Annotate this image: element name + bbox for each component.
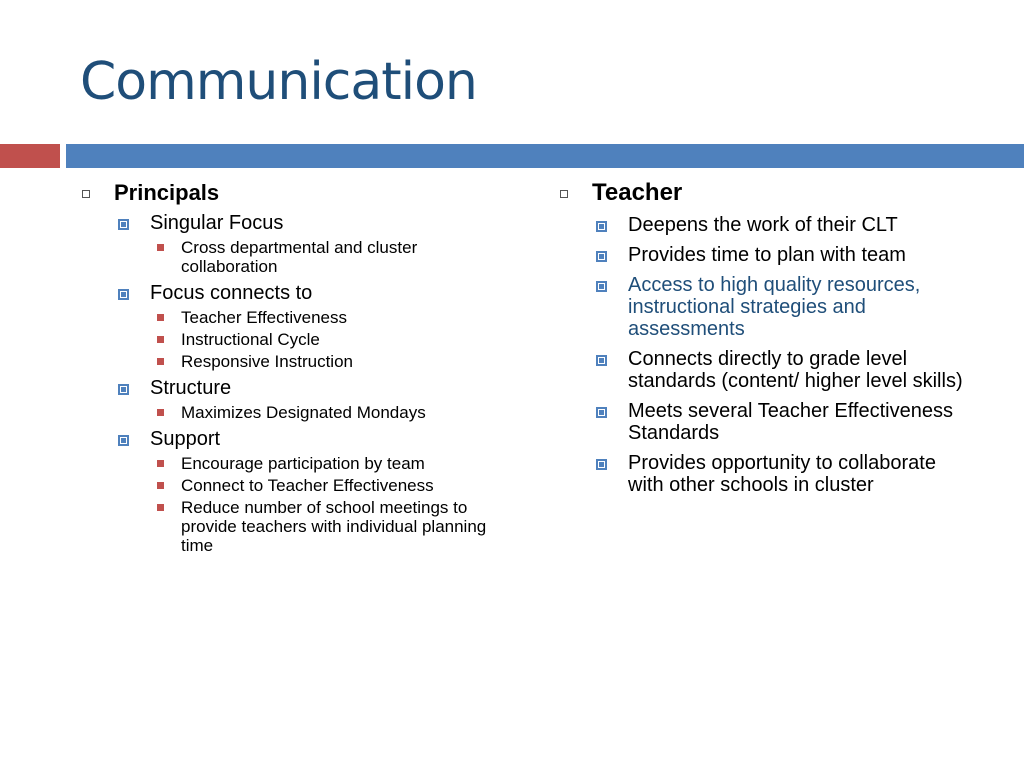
accent-bar-red (0, 144, 60, 168)
list-item (150, 403, 508, 422)
hollow-square-bullet-icon (560, 190, 568, 198)
list-item (150, 454, 508, 473)
principals-bullet (78, 180, 508, 555)
square-bullet-icon (596, 355, 607, 366)
list-item (150, 330, 508, 349)
square-bullet-icon (118, 384, 129, 395)
list-item (150, 498, 508, 555)
list-item (114, 212, 508, 276)
square-bullet-icon (118, 435, 129, 446)
red-square-bullet-icon (157, 314, 164, 321)
right-column (556, 180, 976, 496)
subheading-label: Focus connects to (150, 282, 313, 304)
square-bullet-icon (596, 281, 607, 292)
red-square-bullet-icon (157, 336, 164, 343)
square-bullet-icon (596, 221, 607, 232)
list-item (592, 452, 976, 496)
item-label: Connects directly to grade level standards (content/ higher level skills) (628, 348, 963, 392)
subheading-label: Singular Focus (150, 212, 284, 234)
subheading-label: Structure (150, 377, 232, 399)
red-square-bullet-icon (157, 244, 164, 251)
list-item (150, 476, 508, 495)
square-bullet-icon (596, 251, 607, 262)
slide-title: Communication (80, 52, 477, 112)
red-square-bullet-icon (157, 482, 164, 489)
item-label: Deepens the work of their CLT (628, 214, 898, 236)
square-bullet-icon (596, 407, 607, 418)
item-label: Provides time to plan with team (628, 244, 906, 266)
hollow-square-bullet-icon (82, 190, 90, 198)
list-item (592, 214, 976, 236)
red-square-bullet-icon (157, 460, 164, 467)
list-item (150, 352, 508, 371)
square-bullet-icon (118, 219, 129, 230)
item-label: Provides opportunity to collaborate with other schools in cluster (628, 452, 936, 496)
subitem-label: Responsive Instruction (181, 352, 353, 371)
accent-bar-blue (66, 144, 1024, 168)
red-square-bullet-icon (157, 409, 164, 416)
list-item (114, 282, 508, 371)
list-item (592, 244, 976, 266)
item-label-highlighted: Access to high quality resources, instructional strategies and assessments (628, 274, 921, 340)
subheading-label: Support (150, 428, 221, 450)
list-item (592, 400, 976, 444)
left-column (78, 180, 508, 561)
list-item (150, 238, 508, 276)
subitem-label: Encourage participation by team (181, 454, 425, 473)
subitem-label: Reduce number of school meetings to provide teachers with individual planning time (181, 498, 487, 555)
item-label: Meets several Teacher Effectiveness Standards (628, 400, 953, 444)
subitem-label: Maximizes Designated Mondays (181, 403, 426, 422)
principals-heading: Principals (114, 180, 220, 205)
subitem-label: Teacher Effectiveness (181, 308, 347, 327)
subitem-label: Connect to Teacher Effectiveness (181, 476, 434, 495)
list-item (150, 308, 508, 327)
teacher-bullet (556, 180, 976, 496)
red-square-bullet-icon (157, 358, 164, 365)
list-item (592, 348, 976, 392)
red-square-bullet-icon (157, 504, 164, 511)
subitem-label: Instructional Cycle (181, 330, 320, 349)
square-bullet-icon (596, 459, 607, 470)
square-bullet-icon (118, 289, 129, 300)
list-item (592, 274, 976, 340)
teacher-heading: Teacher (592, 179, 683, 206)
subitem-label: Cross departmental and cluster collaboration (181, 238, 418, 276)
list-item (114, 377, 508, 422)
list-item (114, 428, 508, 555)
